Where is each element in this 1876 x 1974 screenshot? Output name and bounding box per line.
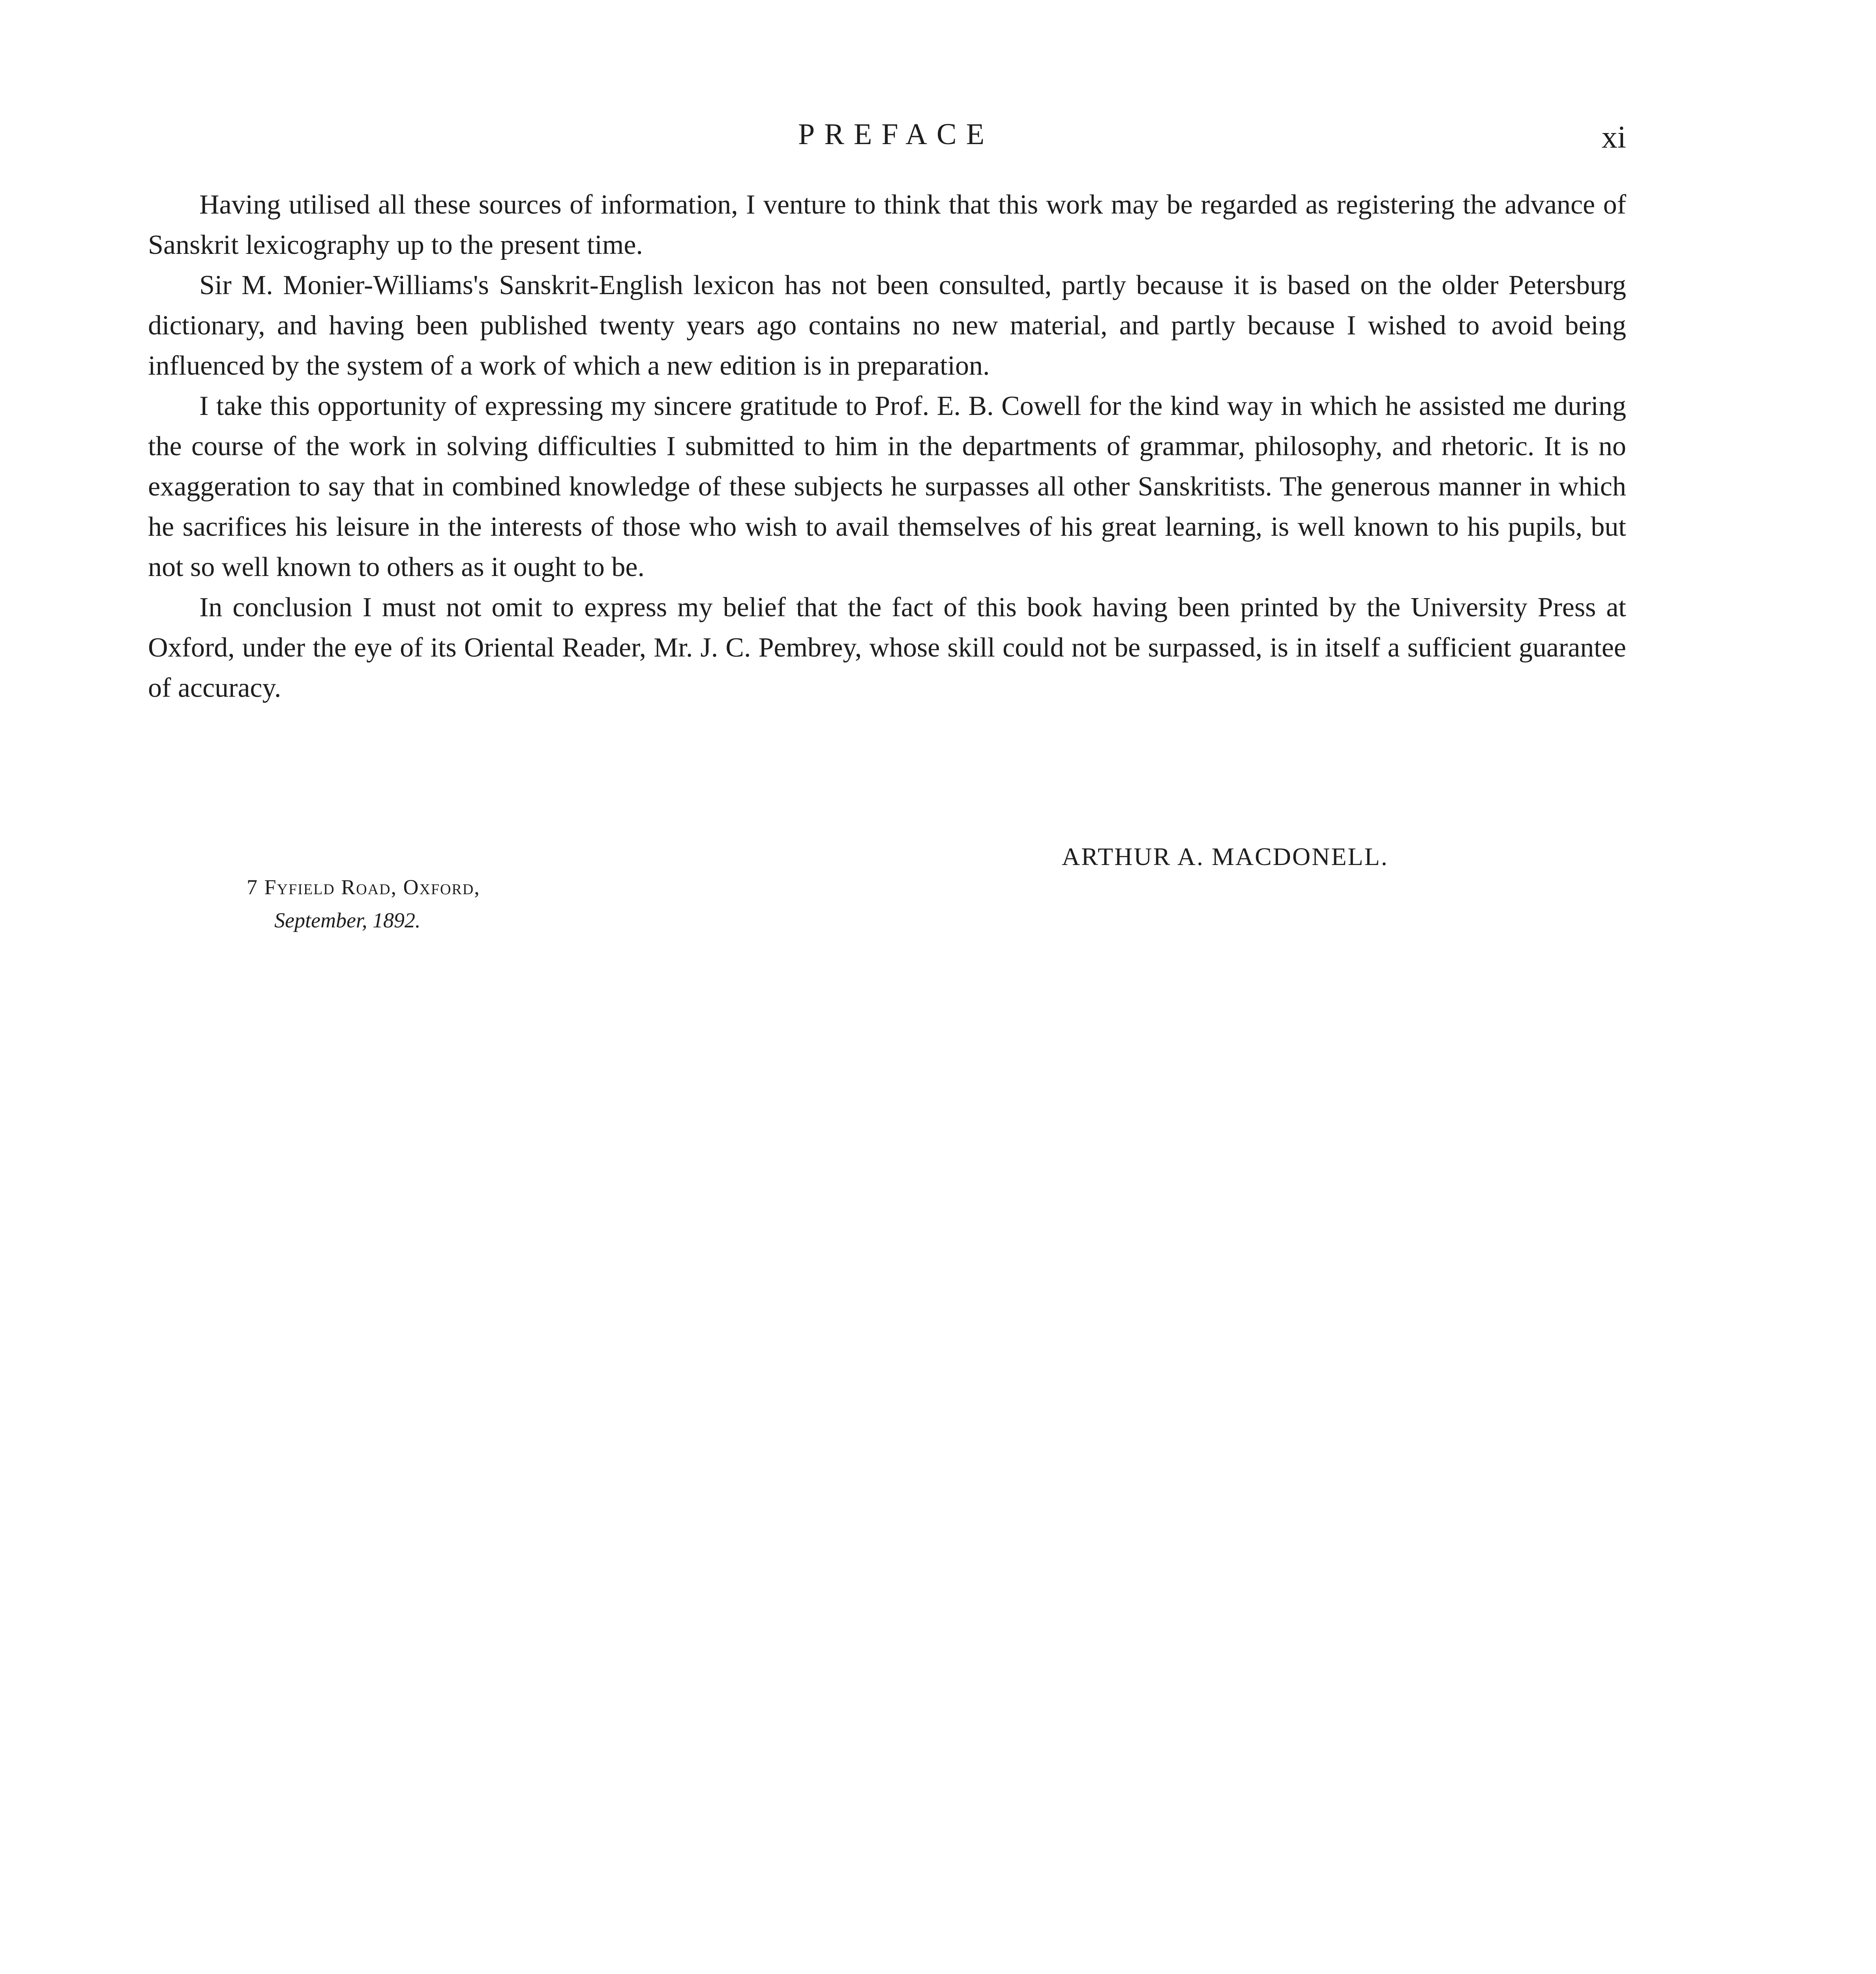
dateline-address: 7 Fyfield Road, Oxford, xyxy=(247,875,480,899)
author-signature: ARTHUR A. MACDONELL. xyxy=(1062,843,1389,871)
dateline-date: September, 1892. xyxy=(274,908,421,932)
paragraph-monier-williams: Sir M. Monier-Williams's Sanskrit-English lexicon has not been consulted, partly because it is based on the older Petersburg dictionary, and having been published twenty years ago contains no new material, and partly because I wished to avoid being influenced by the system of a work of which a new edition is in preparation. xyxy=(148,270,1626,381)
running-head xyxy=(0,113,1876,156)
page-title: PREFACE xyxy=(798,118,994,151)
dateline xyxy=(247,871,480,937)
paragraph-sources: Having utilised all these sources of information, I venture to think that this work may be regarded as registering the advance of Sanskrit lexicography up to the present time. xyxy=(148,190,1626,260)
preface-body xyxy=(148,185,1626,708)
paragraph-conclusion: In conclusion I must not omit to express my belief that the fact of this book having been printed by the University Press at Oxford, under the eye of its Oriental Reader, Mr. J. C. Pembrey, whose skill could not be surpassed, is in itself a sufficient guarantee of accuracy. xyxy=(148,592,1626,703)
paragraph-gratitude: I take this opportunity of expressing my sincere gratitude to Prof. E. B. Cowell for the kind way in which he assisted me during the course of the work in solving difficulties I submitted to him in the departments of grammar, philosophy, and rhetoric. It is no exaggeration to say that in combined knowledge of these subjects he surpasses all other Sanskritists. The generous manner in which he sacrifices his leisure in the interests of those who wish to avail themselves of his great learning, is well known to his pupils, but not so well known to others as it ought to be. xyxy=(148,391,1626,582)
page-number: xi xyxy=(1601,120,1626,155)
